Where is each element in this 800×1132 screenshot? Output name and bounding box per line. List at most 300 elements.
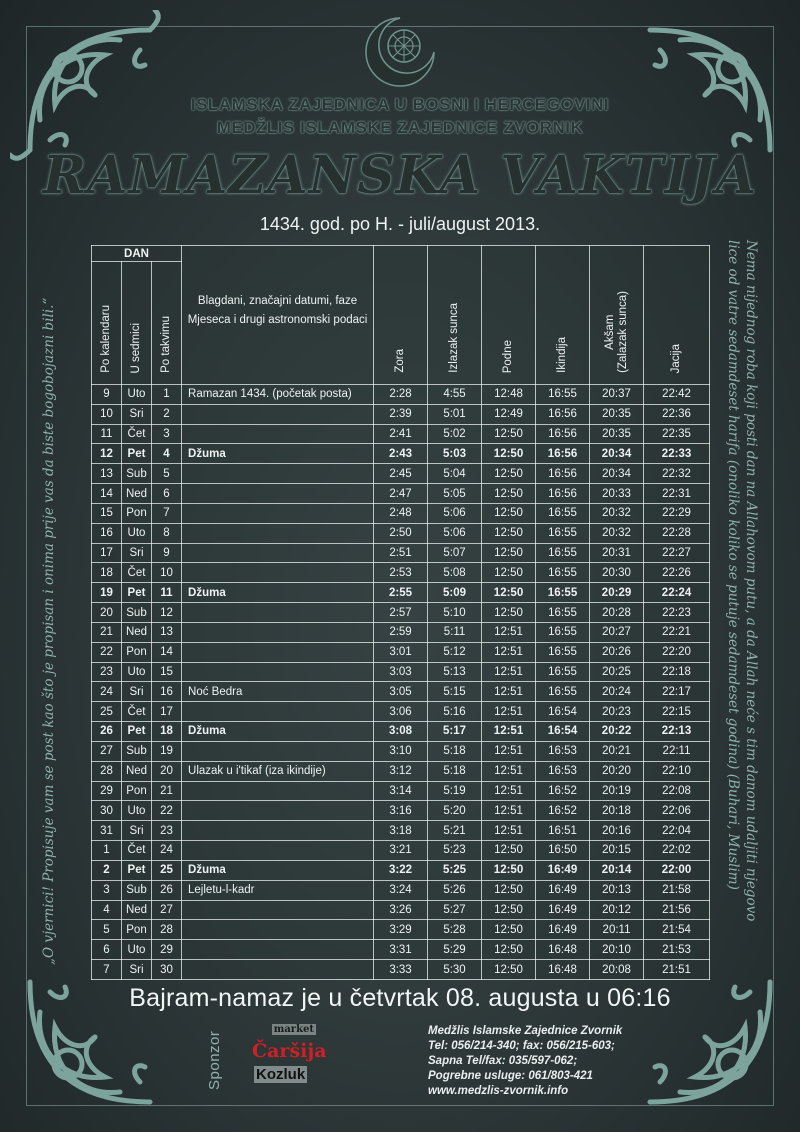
kalendar-cell: 11	[92, 424, 122, 444]
izlazak-header: Izlazak sunca	[428, 246, 482, 385]
kalendar-cell: 6	[92, 940, 122, 960]
kalendar-cell: 29	[92, 781, 122, 801]
sedmica-cell: Ned	[122, 484, 152, 504]
sedmica-cell: Sri	[122, 404, 152, 424]
ikindija-cell: 16:55	[536, 563, 590, 583]
kalendar-cell: 1	[92, 841, 122, 861]
takvim-cell: 23	[152, 821, 182, 841]
table-row	[92, 464, 710, 484]
kalendar-cell: 27	[92, 741, 122, 761]
podne-cell: 12:51	[482, 622, 536, 642]
izlazak-cell: 5:01	[428, 404, 482, 424]
sponsor-logo	[252, 1024, 327, 1092]
kalendar-cell: 4	[92, 900, 122, 920]
takvim-cell: 8	[152, 523, 182, 543]
takvim-cell: 7	[152, 503, 182, 523]
note-cell: Ulazak u i'tikaf (iza ikindije)	[182, 761, 374, 781]
podne-cell: 12:50	[482, 464, 536, 484]
aksam-cell: 20:32	[590, 523, 644, 543]
note-cell: Džuma	[182, 860, 374, 880]
izlazak-cell: 5:06	[428, 503, 482, 523]
kalendar-cell: 21	[92, 622, 122, 642]
zora-cell: 2:48	[374, 503, 428, 523]
kalendar-cell: 17	[92, 543, 122, 563]
sedmica-cell: Sub	[122, 464, 152, 484]
zora-cell: 2:39	[374, 404, 428, 424]
jacija-cell: 22:20	[644, 642, 710, 662]
aksam-cell: 20:24	[590, 682, 644, 702]
izlazak-cell: 5:04	[428, 464, 482, 484]
table-row	[92, 920, 710, 940]
sedmica-cell: Sub	[122, 741, 152, 761]
takvim-cell: 9	[152, 543, 182, 563]
takvim-cell: 10	[152, 563, 182, 583]
ikindija-cell: 16:55	[536, 662, 590, 682]
podne-cell: 12:50	[482, 860, 536, 880]
zora-cell: 2:59	[374, 622, 428, 642]
zora-cell: 2:57	[374, 603, 428, 623]
ikindija-cell: 16:55	[536, 385, 590, 405]
sedmica-cell: Pet	[122, 860, 152, 880]
izlazak-cell: 5:11	[428, 622, 482, 642]
ikindija-cell: 16:48	[536, 940, 590, 960]
ikindija-header: Ikindija	[536, 246, 590, 385]
podne-cell: 12:51	[482, 662, 536, 682]
podne-cell: 12:48	[482, 385, 536, 405]
izlazak-cell: 5:30	[428, 960, 482, 980]
zora-cell: 3:12	[374, 761, 428, 781]
ikindija-cell: 16:49	[536, 920, 590, 940]
izlazak-cell: 5:20	[428, 801, 482, 821]
izlazak-cell: 5:19	[428, 781, 482, 801]
ikindija-cell: 16:52	[536, 781, 590, 801]
note-cell	[182, 464, 374, 484]
takvim-cell: 25	[152, 860, 182, 880]
zora-cell: 2:28	[374, 385, 428, 405]
note-cell	[182, 900, 374, 920]
table-row	[92, 603, 710, 623]
jacija-header: Jacija	[644, 246, 710, 385]
kalendar-cell: 7	[92, 960, 122, 980]
sedmica-cell: Pon	[122, 781, 152, 801]
podne-cell: 12:50	[482, 940, 536, 960]
izlazak-cell: 5:28	[428, 920, 482, 940]
note-cell: Noć Bedra	[182, 682, 374, 702]
podne-cell: 12:50	[482, 960, 536, 980]
jacija-cell: 22:17	[644, 682, 710, 702]
jacija-cell: 21:56	[644, 900, 710, 920]
izlazak-cell: 5:17	[428, 722, 482, 742]
sedmica-cell: Uto	[122, 940, 152, 960]
ikindija-cell: 16:56	[536, 444, 590, 464]
aksam-cell: 20:12	[590, 900, 644, 920]
ikindija-cell: 16:49	[536, 860, 590, 880]
table-row	[92, 880, 710, 900]
ikindija-cell: 16:56	[536, 464, 590, 484]
podne-cell: 12:51	[482, 682, 536, 702]
jacija-cell: 22:26	[644, 563, 710, 583]
kalendar-cell: 15	[92, 503, 122, 523]
vaktija-table	[91, 245, 710, 980]
podne-cell: 12:50	[482, 444, 536, 464]
table-row	[92, 900, 710, 920]
ikindija-cell: 16:53	[536, 741, 590, 761]
ikindija-cell: 16:55	[536, 642, 590, 662]
page-title: RAMAZANSKA VAKTIJA	[42, 145, 758, 206]
dan-header: DAN	[92, 246, 182, 262]
logo-market-text: market	[273, 1024, 314, 1035]
izlazak-cell: 5:16	[428, 702, 482, 722]
izlazak-cell: 5:21	[428, 821, 482, 841]
takvim-cell: 26	[152, 880, 182, 900]
zora-cell: 3:26	[374, 900, 428, 920]
ikindija-cell: 16:55	[536, 543, 590, 563]
ikindija-cell: 16:49	[536, 900, 590, 920]
kalendar-cell: 16	[92, 523, 122, 543]
zora-cell: 3:22	[374, 860, 428, 880]
note-cell	[182, 484, 374, 504]
ikindija-cell: 16:56	[536, 484, 590, 504]
sedmica-cell: Pet	[122, 722, 152, 742]
izlazak-cell: 5:12	[428, 642, 482, 662]
ikindija-cell: 16:55	[536, 503, 590, 523]
kalendar-cell: 20	[92, 603, 122, 623]
podne-cell: 12:50	[482, 841, 536, 861]
izlazak-cell: 5:02	[428, 424, 482, 444]
izlazak-cell: 5:26	[428, 880, 482, 900]
aksam-cell: 20:15	[590, 841, 644, 861]
sedmica-cell: Uto	[122, 523, 152, 543]
takvim-cell: 16	[152, 682, 182, 702]
kalendar-cell: 9	[92, 385, 122, 405]
jacija-cell: 21:58	[644, 880, 710, 900]
podne-header: Podne	[482, 246, 536, 385]
aksam-cell: 20:31	[590, 543, 644, 563]
table-row	[92, 622, 710, 642]
kalendar-cell: 24	[92, 682, 122, 702]
takvim-cell: 18	[152, 722, 182, 742]
jacija-cell: 22:15	[644, 702, 710, 722]
aksam-cell: 20:23	[590, 702, 644, 722]
aksam-cell: 20:14	[590, 860, 644, 880]
table-row	[92, 662, 710, 682]
kalendar-cell: 10	[92, 404, 122, 424]
blagdani-header: Blagdani, značajni datumi, faze Mjeseca i drugi astronomski podaci	[182, 246, 374, 385]
aksam-header: Akšam (Zalazak sunca)	[590, 246, 644, 385]
aksam-cell: 20:18	[590, 801, 644, 821]
jacija-cell: 22:08	[644, 781, 710, 801]
aksam-cell: 20:29	[590, 583, 644, 603]
izlazak-cell: 5:05	[428, 484, 482, 504]
zora-cell: 2:47	[374, 484, 428, 504]
ikindija-cell: 16:55	[536, 583, 590, 603]
jacija-cell: 22:02	[644, 841, 710, 861]
kalendar-cell: 14	[92, 484, 122, 504]
sedmica-cell: Sub	[122, 603, 152, 623]
aksam-cell: 20:32	[590, 503, 644, 523]
zora-header: Zora	[374, 246, 428, 385]
izlazak-cell: 5:13	[428, 662, 482, 682]
kalendar-cell: 12	[92, 444, 122, 464]
podne-cell: 12:50	[482, 523, 536, 543]
izlazak-cell: 5:27	[428, 900, 482, 920]
ikindija-cell: 16:49	[536, 880, 590, 900]
kalendar-cell: 30	[92, 801, 122, 821]
takvim-cell: 2	[152, 404, 182, 424]
takvim-cell: 21	[152, 781, 182, 801]
jacija-cell: 21:51	[644, 960, 710, 980]
jacija-cell: 22:33	[644, 444, 710, 464]
zora-cell: 3:21	[374, 841, 428, 861]
podne-cell: 12:50	[482, 920, 536, 940]
izlazak-cell: 5:10	[428, 603, 482, 623]
crescent-rosette-emblem-icon	[362, 14, 438, 90]
table-row	[92, 484, 710, 504]
jacija-cell: 22:28	[644, 523, 710, 543]
podne-cell: 12:51	[482, 781, 536, 801]
takvim-cell: 1	[152, 385, 182, 405]
aksam-cell: 20:37	[590, 385, 644, 405]
zora-cell: 2:51	[374, 543, 428, 563]
sedmica-cell: Ned	[122, 761, 152, 781]
podne-cell: 12:51	[482, 761, 536, 781]
takvim-cell: 13	[152, 622, 182, 642]
takvim-cell: 29	[152, 940, 182, 960]
aksam-cell: 20:08	[590, 960, 644, 980]
zora-cell: 3:06	[374, 702, 428, 722]
kalendar-cell: 28	[92, 761, 122, 781]
takvim-cell: 30	[152, 960, 182, 980]
zora-cell: 2:55	[374, 583, 428, 603]
table-row	[92, 781, 710, 801]
hadith-line-2: lice od vatre sedamdeset harifa (onoliko koliko se putuje sedamdeset godina) (Buhari, Muslim)	[725, 240, 741, 890]
table-row	[92, 583, 710, 603]
takvim-cell: 28	[152, 920, 182, 940]
podne-cell: 12:51	[482, 722, 536, 742]
aksam-cell: 20:28	[590, 603, 644, 623]
table-row	[92, 821, 710, 841]
table-row	[92, 563, 710, 583]
kalendar-cell: 3	[92, 880, 122, 900]
podne-cell: 12:50	[482, 503, 536, 523]
table-row	[92, 503, 710, 523]
table-row	[92, 642, 710, 662]
ikindija-cell: 16:52	[536, 801, 590, 821]
jacija-cell: 22:13	[644, 722, 710, 742]
izlazak-cell: 5:23	[428, 841, 482, 861]
podne-cell: 12:50	[482, 424, 536, 444]
sedmica-cell: Pon	[122, 920, 152, 940]
note-cell	[182, 523, 374, 543]
table-row	[92, 385, 710, 405]
aksam-cell: 20:34	[590, 444, 644, 464]
takvim-cell: 4	[152, 444, 182, 464]
contact-info	[428, 1024, 622, 1099]
jacija-cell: 22:06	[644, 801, 710, 821]
jacija-cell: 22:04	[644, 821, 710, 841]
sedmica-cell: Uto	[122, 385, 152, 405]
logo-kozluk-text: Kozluk	[256, 1066, 306, 1083]
aksam-cell: 20:35	[590, 404, 644, 424]
zora-cell: 3:24	[374, 880, 428, 900]
sedmica-cell: Ned	[122, 900, 152, 920]
zora-cell: 3:29	[374, 920, 428, 940]
ikindija-cell: 16:54	[536, 722, 590, 742]
aksam-cell: 20:33	[590, 484, 644, 504]
sedmica-cell: Sub	[122, 880, 152, 900]
aksam-cell: 20:16	[590, 821, 644, 841]
ikindija-cell: 16:51	[536, 821, 590, 841]
note-cell	[182, 642, 374, 662]
note-cell: Džuma	[182, 444, 374, 464]
kalendar-cell: 23	[92, 662, 122, 682]
table-row	[92, 940, 710, 960]
aksam-cell: 20:30	[590, 563, 644, 583]
aksam-cell: 20:19	[590, 781, 644, 801]
contact-line: Pogrebne usluge: 061/803-421	[428, 1070, 593, 1082]
table-row	[92, 523, 710, 543]
kalendar-cell: 2	[92, 860, 122, 880]
sponsor-label: Sponzor	[206, 1030, 223, 1090]
sedmica-cell: Uto	[122, 801, 152, 821]
jacija-cell: 21:54	[644, 920, 710, 940]
zora-cell: 3:18	[374, 821, 428, 841]
sedmica-cell: Ned	[122, 622, 152, 642]
table-row	[92, 722, 710, 742]
kalendar-header: Po kalendaru	[92, 262, 122, 385]
kalendar-cell: 31	[92, 821, 122, 841]
ikindija-cell: 16:54	[536, 702, 590, 722]
jacija-cell: 22:11	[644, 741, 710, 761]
table-row	[92, 860, 710, 880]
ikindija-cell: 16:55	[536, 603, 590, 623]
aksam-cell: 20:10	[590, 940, 644, 960]
ikindija-cell: 16:53	[536, 761, 590, 781]
jacija-cell: 22:21	[644, 622, 710, 642]
jacija-cell: 22:00	[644, 860, 710, 880]
note-cell	[182, 622, 374, 642]
podne-cell: 12:50	[482, 900, 536, 920]
note-cell	[182, 503, 374, 523]
podne-cell: 12:51	[482, 702, 536, 722]
izlazak-cell: 5:18	[428, 741, 482, 761]
izlazak-cell: 5:06	[428, 523, 482, 543]
page-subtitle: 1434. god. po H. - juli/august 2013.	[259, 214, 541, 234]
sedmica-cell: Uto	[122, 662, 152, 682]
table-row	[92, 404, 710, 424]
kalendar-cell: 25	[92, 702, 122, 722]
takvimu-header: Po takvimu	[152, 262, 182, 385]
takvim-cell: 19	[152, 741, 182, 761]
jacija-cell: 22:27	[644, 543, 710, 563]
aksam-cell: 20:13	[590, 880, 644, 900]
note-cell	[182, 781, 374, 801]
jacija-cell: 22:31	[644, 484, 710, 504]
kalendar-cell: 26	[92, 722, 122, 742]
podne-cell: 12:51	[482, 821, 536, 841]
zora-cell: 3:10	[374, 741, 428, 761]
jacija-cell: 22:29	[644, 503, 710, 523]
hadith-line-1: Nema nijednog roba koji posti dan na Allahovom putu, a da Allah neće s tim danom udaljiti njegovo	[743, 240, 759, 922]
sedmici-header: U sedmici	[122, 262, 152, 385]
zora-cell: 3:08	[374, 722, 428, 742]
podne-cell: 12:49	[482, 404, 536, 424]
ikindija-cell: 16:55	[536, 523, 590, 543]
izlazak-cell: 5:25	[428, 860, 482, 880]
note-cell: Džuma	[182, 583, 374, 603]
jacija-cell: 22:24	[644, 583, 710, 603]
jacija-cell: 22:10	[644, 761, 710, 781]
takvim-cell: 27	[152, 900, 182, 920]
table-row	[92, 960, 710, 980]
aksam-cell: 20:21	[590, 741, 644, 761]
note-cell	[182, 940, 374, 960]
ikindija-cell: 16:56	[536, 404, 590, 424]
sedmica-cell: Sri	[122, 543, 152, 563]
takvim-cell: 12	[152, 603, 182, 623]
zora-cell: 2:50	[374, 523, 428, 543]
zora-cell: 3:16	[374, 801, 428, 821]
table-row	[92, 741, 710, 761]
podne-cell: 12:50	[482, 484, 536, 504]
contact-website[interactable]: www.medzlis-zvornik.info	[428, 1085, 569, 1097]
header-organization: ISLAMSKA ZAJEDNICA U BOSNI I HERCEGOVINI	[190, 95, 610, 114]
ikindija-cell: 16:56	[536, 424, 590, 444]
kalendar-cell: 18	[92, 563, 122, 583]
table-row	[92, 761, 710, 781]
sedmica-cell: Sri	[122, 821, 152, 841]
podne-cell: 12:51	[482, 801, 536, 821]
zora-cell: 2:43	[374, 444, 428, 464]
takvim-cell: 5	[152, 464, 182, 484]
takvim-cell: 11	[152, 583, 182, 603]
note-cell	[182, 741, 374, 761]
logo-carsija-text: Čaršija	[252, 1040, 327, 1062]
aksam-cell: 20:26	[590, 642, 644, 662]
table-row	[92, 841, 710, 861]
table-row	[92, 424, 710, 444]
jacija-cell: 22:36	[644, 404, 710, 424]
sedmica-cell: Pet	[122, 583, 152, 603]
quran-quote: „O vjernici! Propisuje vam se post kao što je propisan i onima prije vas da biste bogobojazni bili.“	[41, 297, 57, 965]
sedmica-cell: Čet	[122, 841, 152, 861]
note-cell	[182, 404, 374, 424]
note-cell	[182, 841, 374, 861]
takvim-cell: 3	[152, 424, 182, 444]
zora-cell: 3:05	[374, 682, 428, 702]
izlazak-cell: 5:29	[428, 940, 482, 960]
zora-cell: 2:41	[374, 424, 428, 444]
ikindija-cell: 16:48	[536, 960, 590, 980]
zora-cell: 3:01	[374, 642, 428, 662]
table-row	[92, 682, 710, 702]
sedmica-cell: Pon	[122, 642, 152, 662]
podne-cell: 12:50	[482, 563, 536, 583]
note-cell: Ramazan 1434. (početak posta)	[182, 385, 374, 405]
kalendar-cell: 19	[92, 583, 122, 603]
takvim-cell: 22	[152, 801, 182, 821]
podne-cell: 12:50	[482, 543, 536, 563]
contact-line: Sapna Tel/fax: 035/597-062;	[428, 1055, 578, 1067]
note-cell	[182, 801, 374, 821]
sedmica-cell: Čet	[122, 702, 152, 722]
sedmica-cell: Pet	[122, 444, 152, 464]
aksam-cell: 20:11	[590, 920, 644, 940]
sedmica-cell: Sri	[122, 960, 152, 980]
izlazak-cell: 5:15	[428, 682, 482, 702]
note-cell	[182, 960, 374, 980]
podne-cell: 12:50	[482, 603, 536, 623]
